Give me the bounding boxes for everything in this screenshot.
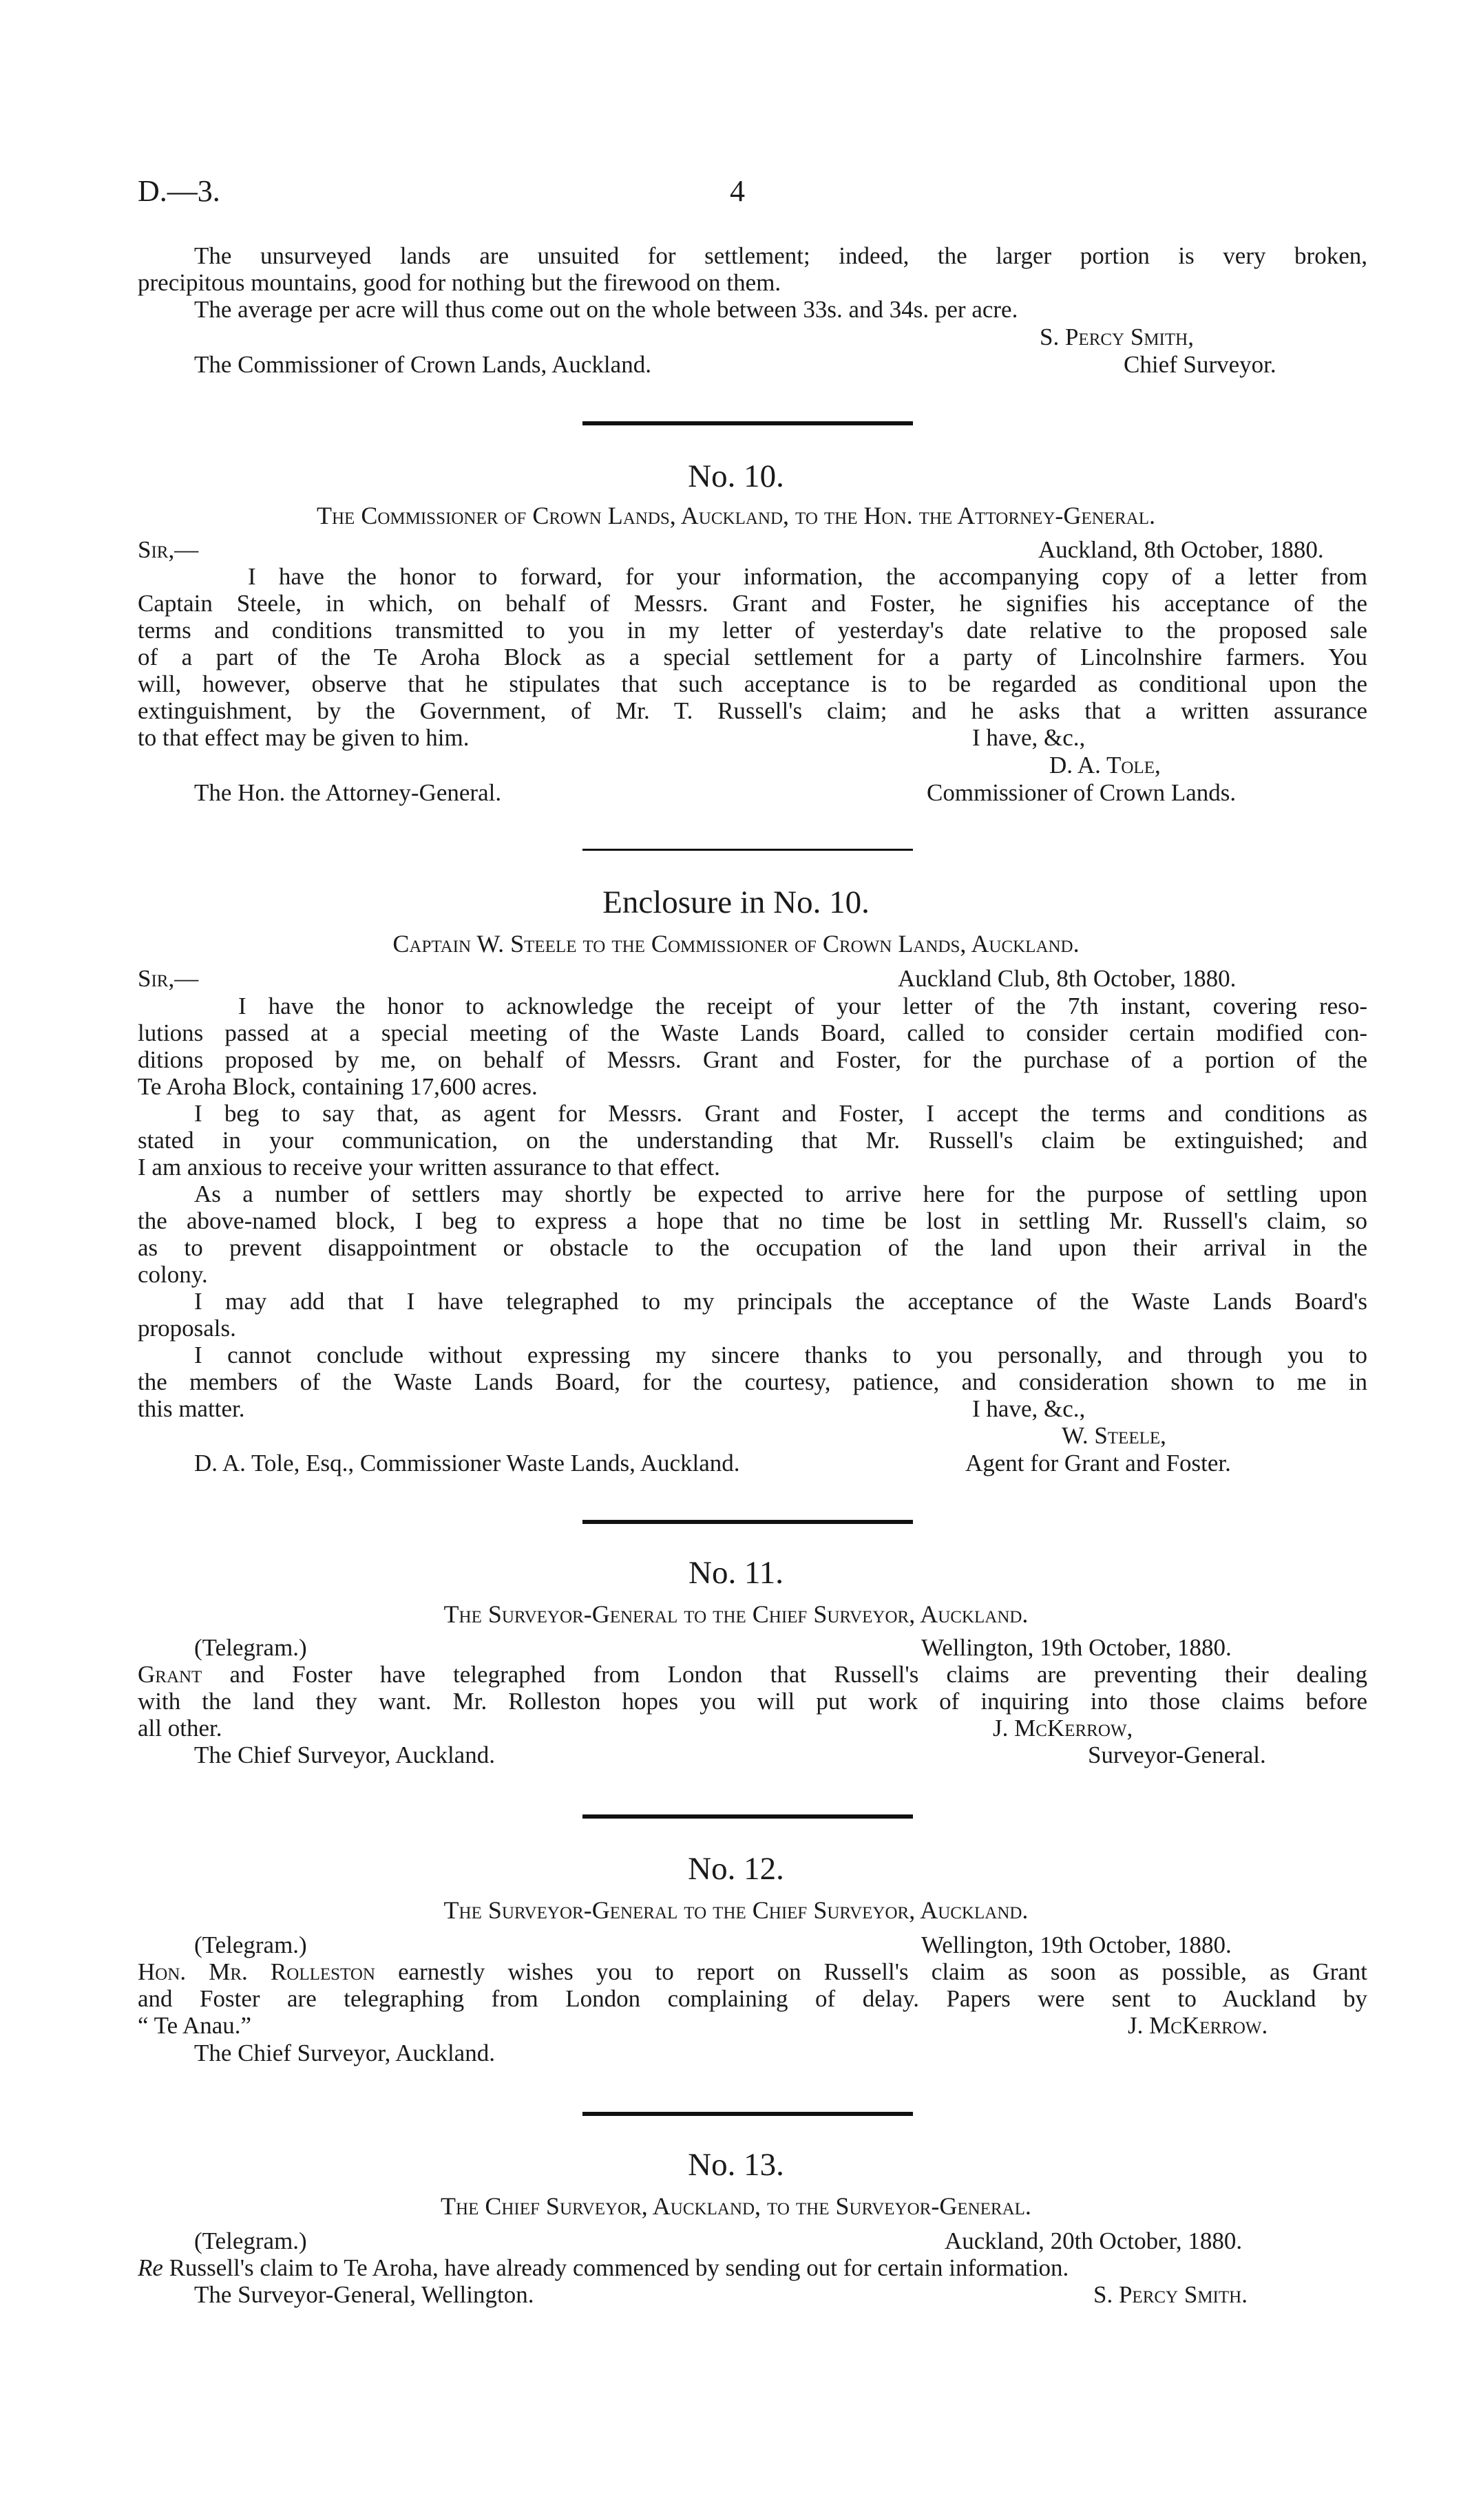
section-subtitle-text: The Chief Surveyor, Auckland, to the Surveyor-General. bbox=[441, 2192, 1031, 2220]
line-text: earnestly wishes you to report on Russell's claim as soon as possible, as Grant bbox=[375, 1958, 1367, 1985]
section-divider bbox=[582, 849, 913, 851]
paragraph-line: Te Aroha Block, containing 17,600 acres. bbox=[138, 1073, 538, 1100]
paragraph-line: I have the honor to forward, for your information, the accompanying copy of a letter from bbox=[248, 563, 1367, 590]
paragraph-line: stated in your communication, on the understanding that Mr. Russell's claim be extinguished; and bbox=[138, 1127, 1367, 1154]
signer: S. Percy Smith, bbox=[1040, 324, 1194, 350]
telegram-date: Auckland, 20th October, 1880. bbox=[945, 2227, 1243, 2254]
letter-date: Auckland Club, 8th October, 1880. bbox=[898, 965, 1237, 992]
signer: D. A. Tole, bbox=[1049, 752, 1161, 779]
section-heading: Enclosure in No. 10. bbox=[602, 885, 870, 920]
lead-word: Grant bbox=[138, 1661, 202, 1688]
paragraph-line bbox=[138, 1958, 1367, 1985]
section-heading: No. 13. bbox=[688, 2147, 784, 2183]
signer: S. Percy Smith. bbox=[1093, 2281, 1248, 2308]
closing: I have, &c., bbox=[972, 1395, 1086, 1422]
addressee: The Surveyor-General, Wellington. bbox=[194, 2281, 534, 2308]
section-subtitle: Captain W. Steele to the Commissioner of Crown Lands, Auckland. bbox=[392, 930, 1080, 957]
paragraph-line: precipitous mountains, good for nothing but the firewood on them. bbox=[138, 269, 781, 296]
paragraph-line: extinguishment, by the Government, of Mr. T. Russell's claim; and he asks that a written assurance bbox=[138, 697, 1367, 724]
telegram-date: Wellington, 19th October, 1880. bbox=[921, 1634, 1232, 1661]
salutation: Sir,— bbox=[138, 536, 199, 563]
paragraph-line: lutions passed at a special meeting of the Waste Lands Board, called to consider certain modified con- bbox=[138, 1019, 1367, 1046]
section-divider bbox=[582, 421, 913, 425]
section-subtitle: The Commissioner of Crown Lands, Auckland, to the Hon. the Attorney-General. bbox=[317, 502, 1155, 529]
paragraph-line: ditions proposed by me, on behalf of Messrs. Grant and Foster, for the purchase of a portion of the bbox=[138, 1046, 1367, 1073]
section-subtitle bbox=[0, 2192, 1472, 2221]
paragraph-line: As a number of settlers may shortly be expected to arrive here for the purpose of settling upon bbox=[194, 1180, 1367, 1207]
paragraph-line: The unsurveyed lands are unsuited for settlement; indeed, the larger portion is very broken, bbox=[194, 242, 1367, 269]
paragraph-line bbox=[138, 2254, 1367, 2281]
section-heading: No. 10. bbox=[688, 458, 784, 494]
signer-title: Agent for Grant and Foster. bbox=[965, 1450, 1231, 1476]
paragraph-line: proposals. bbox=[138, 1315, 236, 1342]
signer: J. McKerrow, bbox=[993, 1715, 1133, 1741]
section-subtitle bbox=[0, 1600, 1472, 1629]
paragraph-line: all other. bbox=[138, 1715, 222, 1741]
page-number: 4 bbox=[730, 174, 745, 208]
section-subtitle-text: The Surveyor-General to the Chief Surveyor, Auckland. bbox=[443, 1896, 1029, 1924]
telegram-date: Wellington, 19th October, 1880. bbox=[921, 1931, 1232, 1958]
paragraph-line: this matter. bbox=[138, 1395, 245, 1422]
paragraph-line: Captain Steele, in which, on behalf of Messrs. Grant and Foster, he signifies his acceptance of the bbox=[138, 590, 1367, 617]
paragraph-line: with the land they want. Mr. Rolleston hopes you will put work of inquiring into those claims before bbox=[138, 1688, 1367, 1715]
section-divider bbox=[582, 2112, 913, 2116]
paragraph-line: of a part of the Te Aroha Block as a special settlement for a party of Lincolnshire farmers. You bbox=[138, 644, 1367, 670]
paragraph-line: colony. bbox=[138, 1261, 208, 1288]
addressee: D. A. Tole, Esq., Commissioner Waste Lands, Auckland. bbox=[194, 1450, 740, 1476]
telegram-label: (Telegram.) bbox=[194, 1931, 307, 1958]
paragraph-line: I cannot conclude without expressing my sincere thanks to you personally, and through you to bbox=[194, 1342, 1367, 1368]
closing: I have, &c., bbox=[972, 724, 1086, 751]
line-text: and Foster have telegraphed from London that Russell's claims are preventing their dealing bbox=[202, 1661, 1367, 1688]
section-heading: No. 11. bbox=[688, 1555, 784, 1591]
paragraph-line: The average per acre will thus come out on the whole between 33s. and 34s. per acre. bbox=[194, 296, 1018, 323]
signer-title: Surveyor-General. bbox=[1088, 1741, 1266, 1768]
section-subtitle-text: The Surveyor-General to the Chief Surveyor, Auckland. bbox=[443, 1600, 1029, 1628]
letter-date: Auckland, 8th October, 1880. bbox=[1038, 536, 1324, 563]
addressee: The Chief Surveyor, Auckland. bbox=[194, 1741, 495, 1768]
paragraph-line: to that effect may be given to him. bbox=[138, 724, 470, 751]
paragraph-line: terms and conditions transmitted to you in my letter of yesterday's date relative to the proposed sale bbox=[138, 617, 1367, 644]
section-divider bbox=[582, 1520, 913, 1524]
paragraph-line: and Foster are telegraphing from London complaining of delay. Papers were sent to Auckland by bbox=[138, 1985, 1367, 2012]
paragraph-line bbox=[138, 1661, 1367, 1688]
addressee: The Chief Surveyor, Auckland. bbox=[194, 2040, 495, 2066]
lead-word: Re bbox=[138, 2254, 163, 2281]
signer-title: Chief Surveyor. bbox=[1124, 351, 1276, 378]
signer-title: Commissioner of Crown Lands. bbox=[927, 779, 1237, 806]
line-text: Russell's claim to Te Aroha, have already commenced by sending out for certain information. bbox=[162, 2254, 1069, 2281]
paragraph-line: “ Te Anau.” bbox=[138, 2012, 252, 2039]
section-divider bbox=[582, 1814, 913, 1819]
paragraph-line: as to prevent disappointment or obstacle to the occupation of the land upon their arrival in the bbox=[138, 1234, 1367, 1261]
section-heading: No. 12. bbox=[688, 1851, 784, 1887]
telegram-label: (Telegram.) bbox=[194, 1634, 307, 1661]
paragraph-line: will, however, observe that he stipulates that such acceptance is to be regarded as conditional upon the bbox=[138, 670, 1367, 697]
section-subtitle bbox=[0, 1896, 1472, 1925]
lead-word: Hon. Mr. Rolleston bbox=[138, 1958, 375, 1985]
signer: W. Steele, bbox=[1062, 1422, 1166, 1449]
paragraph-line: the above-named block, I beg to express a hope that no time be lost in settling Mr. Russell's claim, so bbox=[138, 1207, 1367, 1234]
addressee: The Hon. the Attorney-General. bbox=[194, 779, 502, 806]
addressee: The Commissioner of Crown Lands, Auckland. bbox=[194, 351, 651, 378]
telegram-label: (Telegram.) bbox=[194, 2227, 307, 2254]
salutation: Sir,— bbox=[138, 965, 199, 992]
signer: J. McKerrow. bbox=[1128, 2012, 1268, 2039]
paragraph-line: the members of the Waste Lands Board, for the courtesy, patience, and consideration shown to me in bbox=[138, 1368, 1367, 1395]
paragraph-line: I beg to say that, as agent for Messrs. Grant and Foster, I accept the terms and conditions as bbox=[194, 1100, 1367, 1127]
paragraph-line: I may add that I have telegraphed to my principals the acceptance of the Waste Lands Board's bbox=[194, 1288, 1367, 1315]
document-reference: D.—3. bbox=[138, 174, 220, 208]
paragraph-line: I have the honor to acknowledge the receipt of your letter of the 7th instant, covering reso- bbox=[238, 993, 1367, 1019]
paragraph-line: I am anxious to receive your written assurance to that effect. bbox=[138, 1154, 720, 1180]
